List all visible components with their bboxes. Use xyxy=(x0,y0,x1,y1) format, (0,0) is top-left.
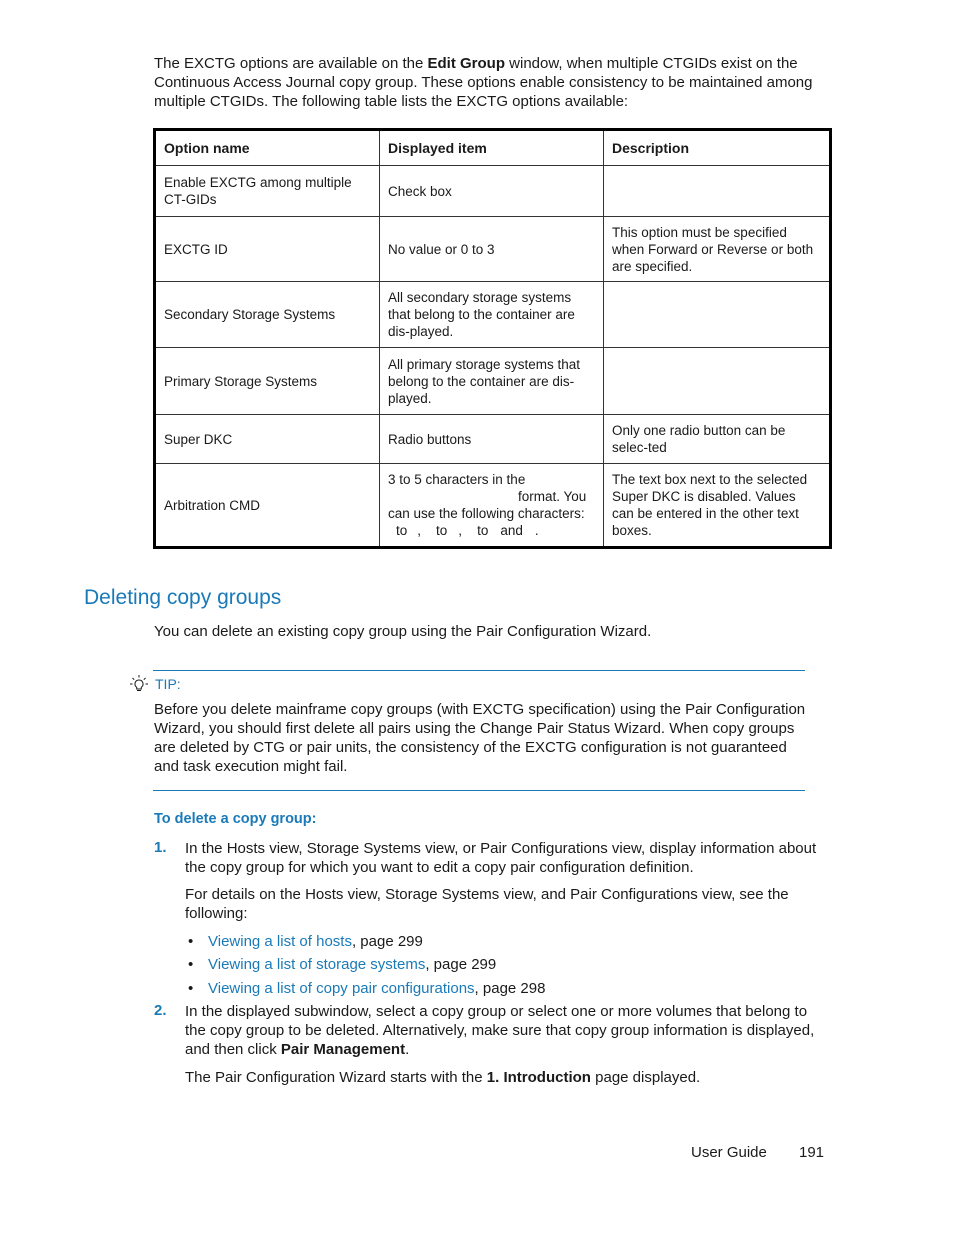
table-row: Enable EXCTG among multiple CT-GIDs Check box xyxy=(155,166,831,217)
step-2-text: In the displayed subwindow, select a copy group or select one or more volumes that belong to the copy group to be deleted. Alternatively, make sure that copy group information is displayed, and then click Pair Management. xyxy=(185,1003,815,1058)
step-1-number: 1. xyxy=(154,839,167,856)
edit-group-label: Edit Group xyxy=(427,55,505,72)
bullet: • xyxy=(188,956,194,973)
header-option-name: Option name xyxy=(155,130,380,166)
step-2-number: 2. xyxy=(154,1002,167,1019)
table-row: Primary Storage Systems All primary storage systems that belong to the container are dis-played. xyxy=(155,348,831,415)
tip-text: Before you delete mainframe copy groups (with EXCTG specification) using the Pair Configuration Wizard, you should first delete all pairs using the Change Pair Status Wizard. When copy groups are deleted by CTG or pair units, the consistency of the EXCTG configuration is not guaranteed and task execution might fail. xyxy=(154,701,806,775)
pair-management-label: Pair Management xyxy=(280,1041,406,1058)
tip-top-rule xyxy=(153,670,805,671)
lightbulb-icon xyxy=(129,674,149,694)
procedure-title: To delete a copy group: xyxy=(154,811,317,827)
list-item: • Viewing a list of copy pair configurations, page 298 xyxy=(188,980,546,997)
step-1-details: For details on the Hosts view, Storage Systems view, and Pair Configurations view, see the following: xyxy=(185,886,789,922)
introduction-label: 1. Introduction xyxy=(486,1069,591,1086)
intro-paragraph: The EXCTG options are available on the Edit Group window, when multiple CTGIDs exist on the Continuous Access Journal copy group. These options enable consistency to be maintained among multiple CTGIDs. The following table lists the EXCTG options available: xyxy=(154,55,813,110)
bullet: • xyxy=(188,933,194,950)
table-row: Super DKC Radio buttons Only one radio button can be selec-ted xyxy=(155,415,831,464)
table-row: Secondary Storage Systems All secondary storage systems that belong to the container are dis-played. xyxy=(155,282,831,348)
exctg-options-table xyxy=(153,128,832,549)
list-item: • Viewing a list of storage systems, page 299 xyxy=(188,956,497,973)
table-header-row xyxy=(155,130,831,166)
link-viewing-copy-pair-configurations[interactable]: Viewing a list of copy pair configurations xyxy=(208,980,475,997)
link-viewing-storage-systems[interactable]: Viewing a list of storage systems xyxy=(208,956,426,973)
header-description: Description xyxy=(604,130,831,166)
section-title: Deleting copy groups xyxy=(84,586,282,609)
link-viewing-hosts[interactable]: Viewing a list of hosts xyxy=(208,933,352,950)
footer-label: User Guide xyxy=(691,1144,767,1161)
tip-bottom-rule xyxy=(153,790,805,791)
list-item: • Viewing a list of hosts, page 299 xyxy=(188,933,423,950)
section-intro: You can delete an existing copy group using the Pair Configuration Wizard. xyxy=(154,623,652,640)
table-row: Arbitration CMD 3 to 5 characters in the format. You can use the following characters: to , to , to and . The text box next to the selected Super DKC is disabled. Values can be entered in the other text boxes. xyxy=(155,464,831,548)
arbitration-cmd-item: 3 to 5 characters in the format. You can use the following characters: to , to , to and . xyxy=(380,464,604,548)
bullet: • xyxy=(188,980,194,997)
step-2-result: The Pair Configuration Wizard starts with the 1. Introduction page displayed. xyxy=(185,1069,701,1086)
header-displayed-item: Displayed item xyxy=(380,130,604,166)
tip-label: TIP: xyxy=(155,676,181,692)
table-row: EXCTG ID No value or 0 to 3 This option must be specified when Forward or Reverse or both are specified. xyxy=(155,217,831,282)
step-1-text: In the Hosts view, Storage Systems view, or Pair Configurations view, display information about the copy group for which you want to edit a copy pair configuration definition. xyxy=(185,840,817,876)
page-number: 191 xyxy=(799,1144,825,1161)
